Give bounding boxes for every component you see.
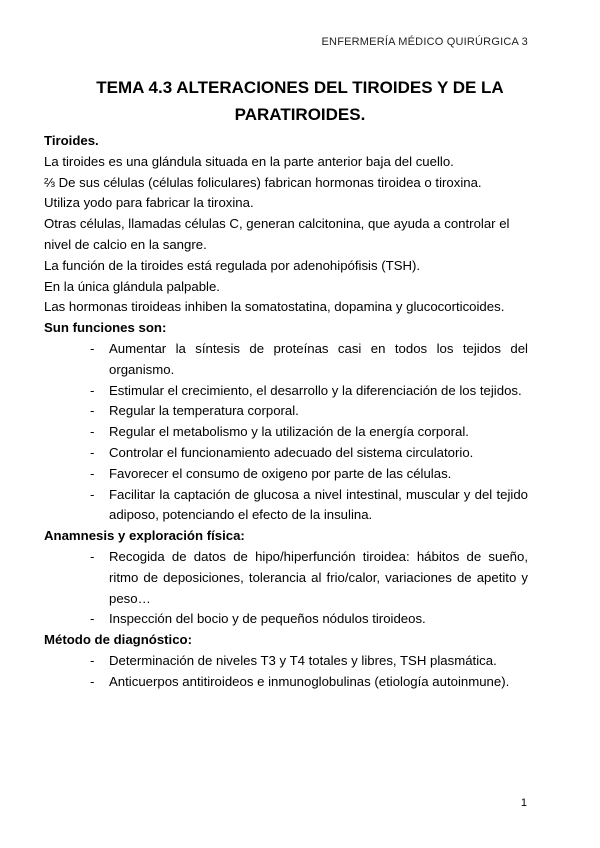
list-item-text: Regular el metabolismo y la utilización de la energía corporal. bbox=[109, 424, 469, 440]
dash-bullet: - bbox=[90, 403, 95, 419]
page-number: 1 bbox=[520, 797, 527, 809]
list-item-text: Controlar el funcionamiento adecuado del sistema circulatorio. bbox=[109, 444, 474, 460]
dash-bullet: - bbox=[90, 611, 95, 627]
dash-bullet: - bbox=[90, 548, 95, 564]
list-item-text: Aumentar la síntesis de proteínas casi en todos los tejidos del organismo. bbox=[109, 340, 528, 377]
paragraph: Las hormonas tiroideas inhiben la somatostatina, dopamina y glucocorticoides. bbox=[44, 299, 505, 315]
list-item bbox=[44, 672, 528, 693]
section-heading-anamnesis: Anamnesis y exploración física: bbox=[44, 528, 245, 544]
section-heading-funciones: Sun funciones son: bbox=[44, 320, 167, 336]
list-item bbox=[44, 651, 528, 672]
list-item-text: Estimular el crecimiento, el desarrollo y la diferenciación de los tejidos. bbox=[109, 382, 522, 398]
dash-bullet: - bbox=[90, 673, 95, 689]
list-item bbox=[44, 609, 528, 630]
paragraph: ⅔ De sus células (células foliculares) fabrican hormonas tiroidea o tiroxina. bbox=[44, 174, 482, 190]
funciones-list bbox=[44, 339, 528, 526]
list-item-text: Inspección del bocio y de pequeños nódulos tiroideos. bbox=[109, 611, 426, 627]
list-item bbox=[44, 339, 528, 381]
dash-bullet: - bbox=[90, 444, 95, 460]
title-line-1: TEMA 4.3 ALTERACIONES DEL TIROIDES Y DE LA bbox=[96, 78, 504, 97]
paragraph: Utiliza yodo para fabricar la tiroxina. bbox=[44, 195, 254, 211]
list-item-text: Recogida de datos de hipo/hiperfunción tiroidea: hábitos de sueño, ritmo de deposiciones, tolerancia al frio/calor, variaciones de apetito y peso… bbox=[109, 548, 528, 606]
title-line-2: PARATIROIDES. bbox=[234, 105, 366, 124]
list-item bbox=[44, 422, 528, 443]
paragraph: La tiroides es una glándula situada en la parte anterior baja del cuello. bbox=[44, 153, 454, 169]
list-item bbox=[44, 381, 528, 402]
list-item bbox=[44, 401, 528, 422]
paragraph: La función de la tiroides está regulada por adenohipófisis (TSH). bbox=[44, 257, 421, 273]
dash-bullet: - bbox=[90, 465, 95, 481]
list-item bbox=[44, 443, 528, 464]
document-body bbox=[44, 131, 528, 693]
dash-bullet: - bbox=[90, 340, 95, 356]
list-item-text: Anticuerpos antitiroideos e inmunoglobulinas (etiología autoinmune). bbox=[109, 673, 510, 689]
list-item bbox=[44, 485, 528, 527]
list-item-text: Facilitar la captación de glucosa a nivel intestinal, muscular y del tejido adiposo, potenciando el efecto de la insulina. bbox=[109, 486, 528, 523]
diagnostico-list bbox=[44, 651, 528, 693]
dash-bullet: - bbox=[90, 652, 95, 668]
anamnesis-list bbox=[44, 547, 528, 630]
dash-bullet: - bbox=[90, 486, 95, 502]
dash-bullet: - bbox=[90, 424, 95, 440]
list-item bbox=[44, 547, 528, 609]
section-heading-diagnostico: Método de diagnóstico: bbox=[44, 632, 192, 648]
paragraph: Otras células, llamadas células C, generan calcitonina, que ayuda a controlar el nivel de calcio en la sangre. bbox=[44, 216, 510, 252]
section-heading-tiroides: Tiroides. bbox=[44, 133, 99, 148]
list-item bbox=[44, 464, 528, 485]
paragraph: En la única glándula palpable. bbox=[44, 278, 220, 294]
list-item-text: Regular la temperatura corporal. bbox=[109, 403, 299, 419]
dash-bullet: - bbox=[90, 382, 95, 398]
list-item-text: Determinación de niveles T3 y T4 totales y libres, TSH plasmática. bbox=[109, 652, 497, 668]
page-title bbox=[60, 74, 540, 128]
list-item-text: Favorecer el consumo de oxigeno por parte de las células. bbox=[109, 465, 452, 481]
page-header: ENFERMERÍA MÉDICO QUIRÚRGICA 3 bbox=[321, 36, 528, 48]
